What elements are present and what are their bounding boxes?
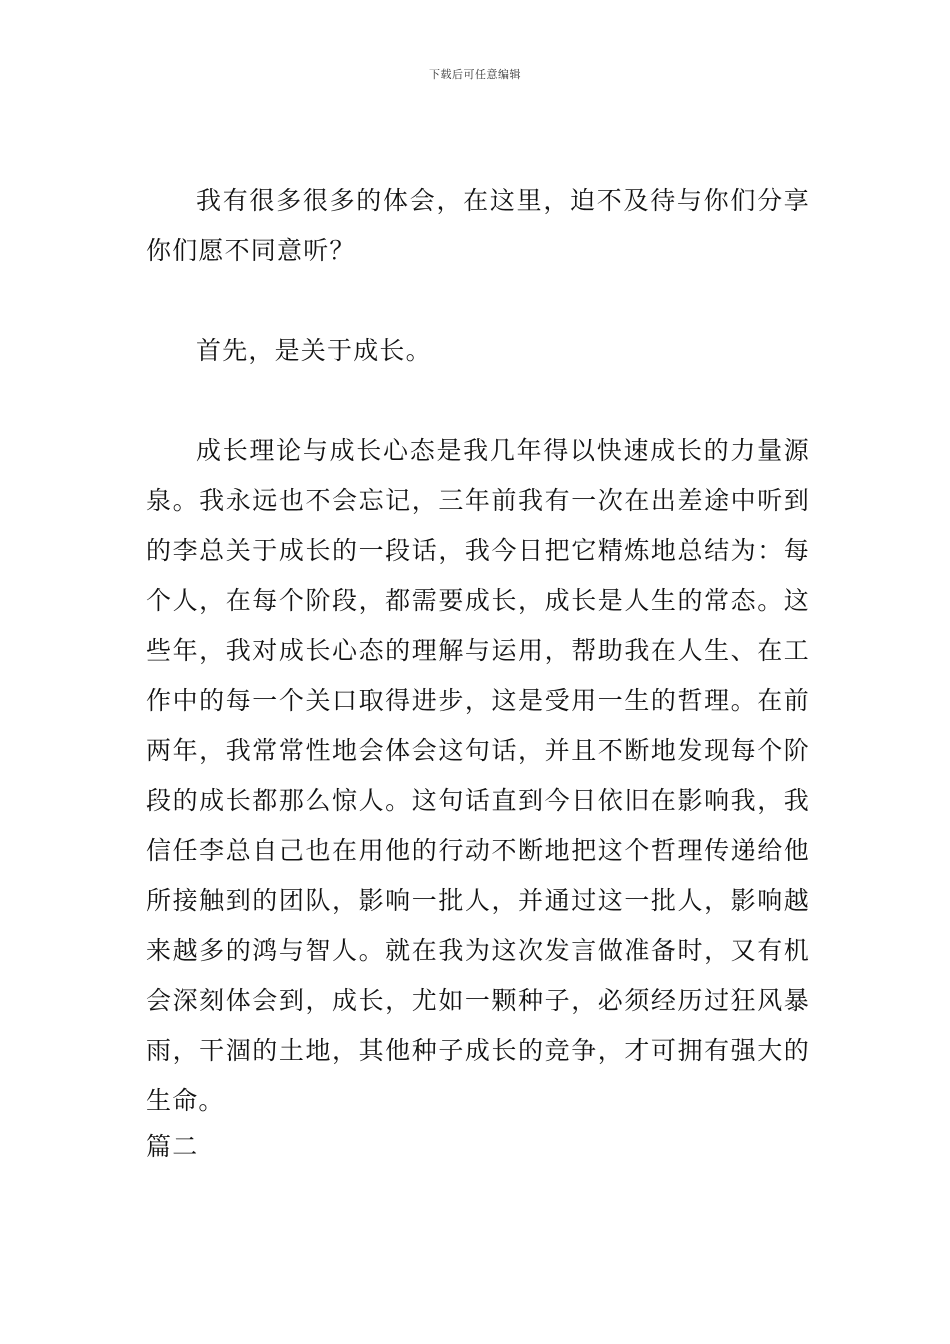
paragraph-first-point: 首先，是关于成长。 <box>196 336 432 365</box>
section-label: 篇二 <box>146 1132 199 1161</box>
paragraph-growth: 成长理论与成长心态是我几年得以快速成长的力量源泉。我永远也不会忘记，三年前我有一次在出差途中听到的李总关于成长的一段话，我今日把它精炼地总结为：每个人，在每个阶段，都需要成长，成长是人生的常态。这些年，我对成长心态的理解与运用，帮助我在人生、在工作中的每一个关口取得进步，这是受用一生的哲理。在前两年，我常常性地会体会这句话，并且不断地发现每个阶段的成长都那么惊人。这句话直到今日依旧在影响我，我信任李总自己也在用他的行动不断地把这个哲理传递给他所接触到的团队，影响一批人，并通过这一批人，影响越来越多的鸿与智人。就在我为这次发言做准备时，又有机会深刻体会到，成长，尤如一颗种子，必须经历过狂风暴雨，干涸的土地，其他种子成长的竞争，才可拥有强大的生命。 <box>146 436 810 1115</box>
paragraph-intro: 我有很多很多的体会，在这里，迫不及待与你们分享你们愿不同意听？ <box>146 186 810 265</box>
page-header-note: 下载后可任意编辑 <box>429 68 521 81</box>
